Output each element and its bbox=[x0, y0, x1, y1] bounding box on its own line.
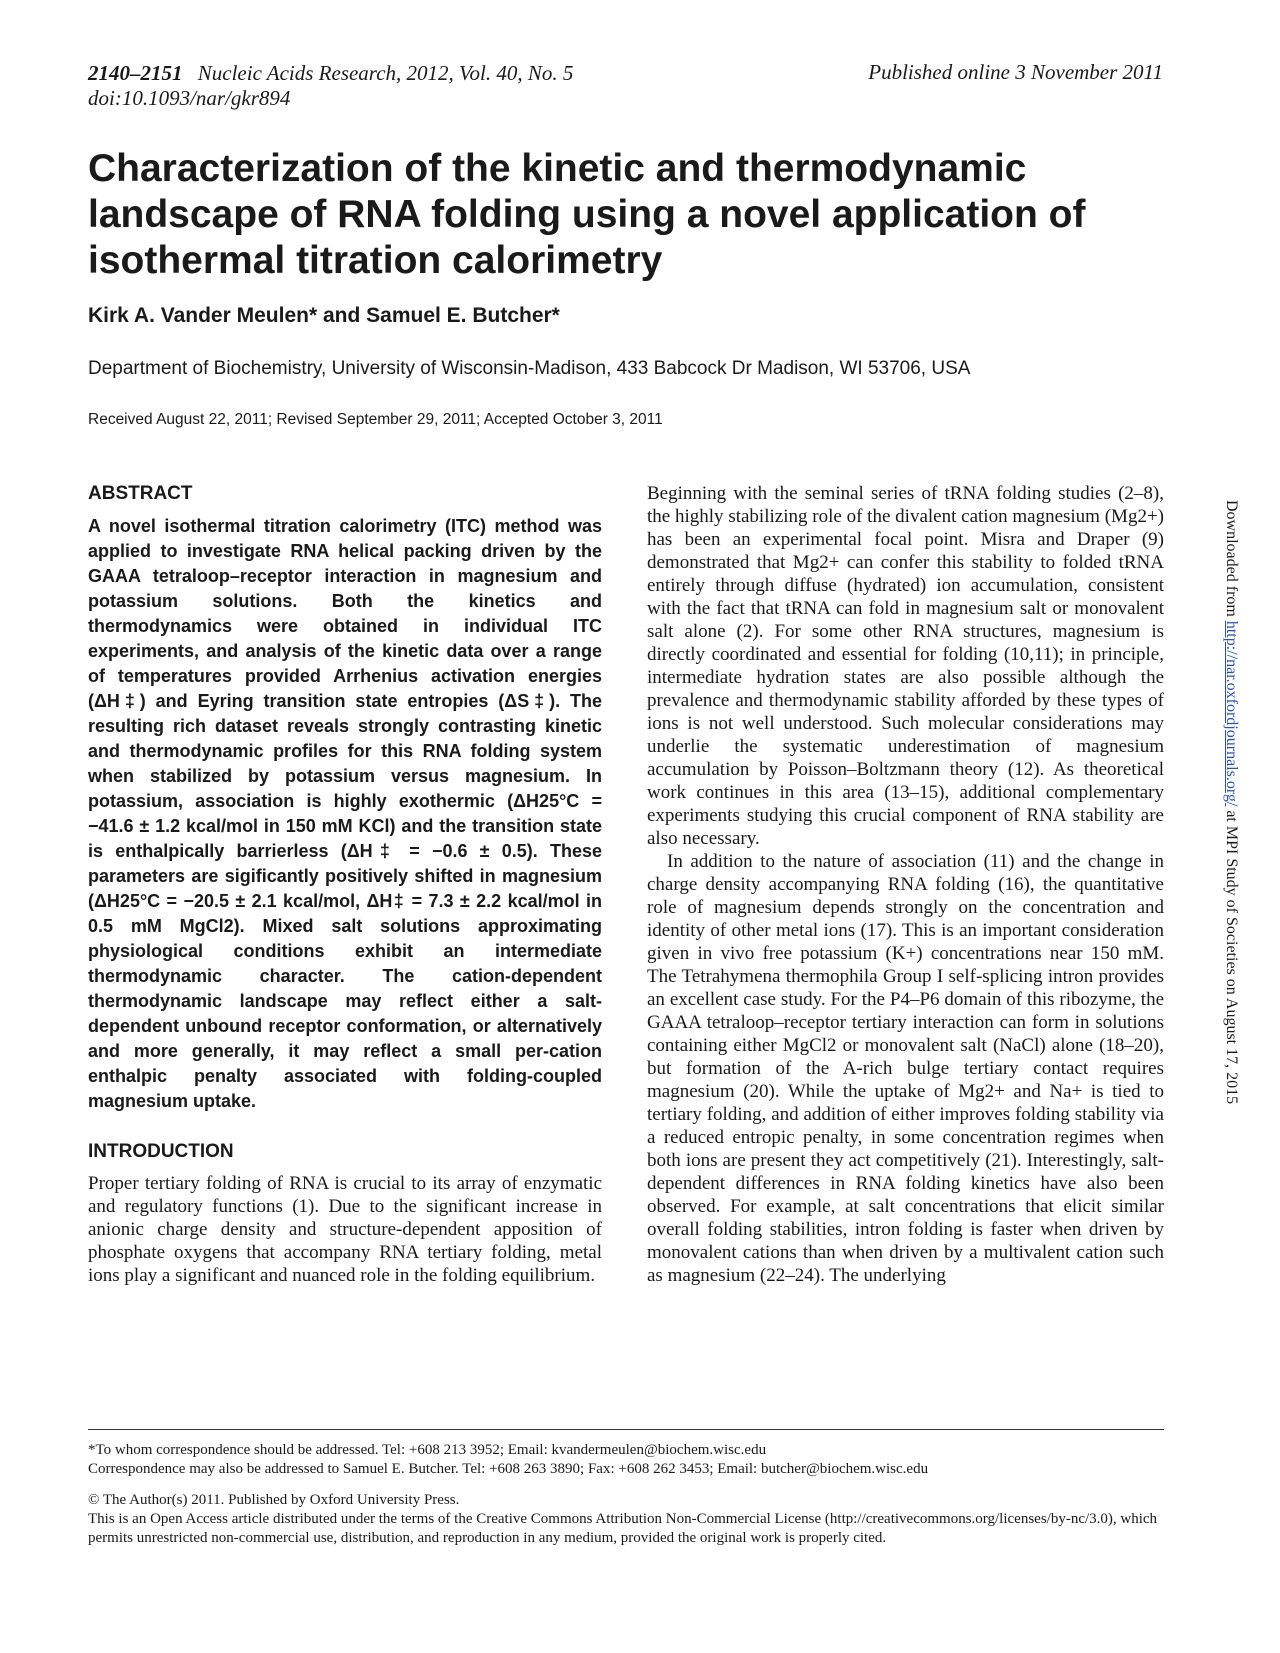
affiliation: Department of Biochemistry, University of Wisconsin-Madison, 433 Babcock Dr Madison, WI 53706, USA bbox=[88, 358, 971, 379]
body-paragraph-1: Beginning with the seminal series of tRNA folding studies (2–8), the highly stabilizing role of the divalent cation magnesium (Mg2+) has been an experimental focal point. Misra and Draper (9) demonstrated that Mg2+ can confer this stability to folded tRNA entirely through diffuse (hydrated) ion accumulation, consistent with the fact that tRNA can fold in magnesium salt or monovalent salt alone (2). For some other RNA structures, magnesium is directly coordinated and essential for folding (10,11); in principle, intermediate hydration states are also possible although the prevalence and thermodynamic stability afforded by these types of ions is not well understood. Such molecular considerations may underlie the systematic underestimation of magnesium accumulation by Poisson–Boltzmann theory (12). As theoretical work continues in this area (13–15), additional complementary experiments studying this crucial component of RNA stability are also necessary. bbox=[647, 483, 1164, 849]
right-column bbox=[647, 482, 1164, 1287]
copyright-notice: © The Author(s) 2011. Published by Oxford University Press. bbox=[88, 1492, 460, 1508]
footnote-divider bbox=[88, 1429, 1164, 1430]
page-range: 2140–2151 bbox=[88, 61, 183, 85]
journal-citation: Nucleic Acids Research, 2012, Vol. 40, No. 5 bbox=[197, 61, 574, 85]
abstract-heading: ABSTRACT bbox=[88, 483, 193, 504]
download-prefix: Downloaded from bbox=[1223, 500, 1240, 617]
doi: doi:10.1093/nar/gkr894 bbox=[88, 86, 291, 110]
left-column bbox=[88, 482, 602, 1287]
introduction-heading: INTRODUCTION bbox=[88, 1141, 234, 1162]
correspondence-footnote-1: *To whom correspondence should be addressed. Tel: +608 213 3952; Email: kvandermeulen@biochem.wisc.edu bbox=[88, 1442, 767, 1458]
abstract-text: A novel isothermal titration calorimetry (ITC) method was applied to investigate RNA helical packing driven by the GAAA tetraloop–receptor interaction in magnesium and potassium solutions. Both the kinetics and thermodynamics were obtained in individual ITC experiments, and analysis of the kinetic data over a range of temperatures provided Arrhenius activation energies (ΔH‡) and Eyring transition state entropies (ΔS‡). The resulting rich dataset reveals strongly contrasting kinetic and thermodynamic profiles for this RNA folding system when stabilized by potassium versus magnesium. In potassium, association is highly exothermic (ΔH25°C = −41.6 ± 1.2 kcal/mol in 150 mM KCl) and the transition state is enthalpically barrierless (ΔH‡ = −0.6 ± 0.5). These parameters are sigificantly positively shifted in magnesium (ΔH25°C = −20.5 ± 2.1 kcal/mol, ΔH‡ = 7.3 ± 2.2 kcal/mol in 0.5 mM MgCl2). Mixed salt solutions approximating physiological conditions exhibit an intermediate thermodynamic character. The cation-dependent thermodynamic landscape may reflect either a salt-dependent unbound receptor conformation, or alternatively and more generally, it may reflect a small per-cation enthalpic penalty associated with folding-coupled magnesium uptake. bbox=[88, 516, 602, 1111]
journal-header bbox=[88, 60, 573, 86]
journal-site-link[interactable]: http://nar.oxfordjournals.org/ bbox=[1223, 620, 1240, 807]
author-list: Kirk A. Vander Meulen* and Samuel E. Butcher* bbox=[88, 304, 560, 327]
download-suffix: at MPI Study of Societies on August 17, 2015 bbox=[1223, 810, 1240, 1105]
article-title: Characterization of the kinetic and thermodynamic landscape of RNA folding using a novel application of isothermal titration calorimetry bbox=[88, 147, 1086, 282]
introduction-text: Proper tertiary folding of RNA is crucial to its array of enzymatic and regulatory functions (1). Due to the significant increase in anionic charge density and structure-dependent apposition of phosphate oxygens that accompany RNA tertiary folding, metal ions play a significant and nuanced role in the folding equilibrium. bbox=[88, 1173, 602, 1286]
received-dates: Received August 22, 2011; Revised September 29, 2011; Accepted October 3, 2011 bbox=[88, 411, 663, 428]
correspondence-footnote-2: Correspondence may also be addressed to Samuel E. Butcher. Tel: +608 263 3890; Fax: +608 262 3453; Email: butcher@biochem.wisc.edu bbox=[88, 1461, 929, 1477]
license-notice: This is an Open Access article distributed under the terms of the Creative Commons Attribution Non-Commercial License (http://creativecommons.org/licenses/by-nc/3.0), which permits unrestricted non-commercial use, distribution, and reproduction in any medium, provided the original work is properly cited. bbox=[88, 1511, 1158, 1546]
body-paragraph-2: In addition to the nature of association (11) and the change in charge density accompanying RNA folding (16), the quantitative role of magnesium depends strongly on the concentration and identity of other metal ions (17). This is an important consideration given in vivo free potassium (K+) concentrations near 150 mM. The Tetrahymena thermophila Group I self-splicing intron provides an excellent case study. For the P4–P6 domain of this ribozyme, the GAAA tetraloop–receptor tertiary interaction can form in solutions containing either MgCl2 or monovalent salt (NaCl) alone (18–20), but formation of the A-rich bulge tertiary contact requires magnesium (20). While the uptake of Mg2+ and Na+ is tied to tertiary folding, and addition of either improves folding stability via a reduced entropic penalty, in some concentration regimes when both ions are present they act competitively (21). Interestingly, salt-dependent differences in RNA folding kinetics have also been observed. For example, at salt concentrations that elicit similar overall folding stabilities, intron folding is faster when driven by monovalent cations than when driven by a multivalent cation such as magnesium (22–24). The underlying bbox=[647, 851, 1164, 1286]
published-online-date: Published online 3 November 2011 bbox=[868, 60, 1163, 84]
